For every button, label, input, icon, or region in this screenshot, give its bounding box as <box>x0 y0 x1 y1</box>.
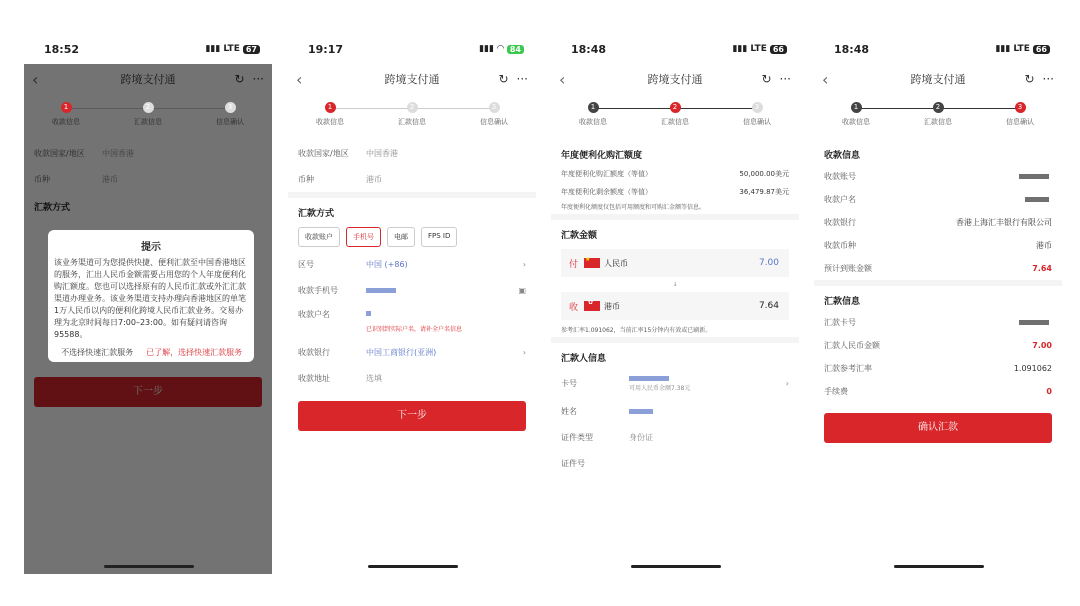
phone-screen-2 <box>288 34 536 574</box>
signal-icon: ▮▮▮ <box>479 44 494 54</box>
currency-row: 币种 港币 <box>298 174 382 184</box>
step-1: 1 收款信息 <box>316 103 344 126</box>
step-2: 2 <box>118 102 178 127</box>
pay-amount-field[interactable]: 付 ★ 人民币 7.00 <box>561 249 789 277</box>
network-label: LTE <box>223 44 240 54</box>
home-indicator <box>368 565 458 568</box>
currency-row: 收款币种 港币 <box>824 241 1052 250</box>
step-1: 1 <box>36 102 96 127</box>
estimated-amount-row: 预计到账金额 7.64 <box>824 264 1052 273</box>
chip-phone[interactable]: 手机号 <box>346 227 381 247</box>
signal-icon: ▮▮▮ <box>732 44 748 54</box>
chevron-right-icon: › <box>785 378 789 388</box>
next-button[interactable]: 下一步 <box>298 401 526 431</box>
refresh-icon[interactable]: ↻ <box>1024 72 1035 86</box>
step-3: 3 信息确认 <box>1006 103 1034 126</box>
phone-screen-4 <box>814 34 1062 574</box>
refresh-icon[interactable]: ↻ <box>498 72 509 86</box>
name-row[interactable]: 收款户名 已识别到实际户名，请补全户名信息 <box>298 310 463 333</box>
step-indicator <box>814 94 1062 140</box>
fee-row: 手续费 0 <box>824 387 1052 396</box>
nav-bar <box>288 64 536 94</box>
clock: 18:52 <box>44 42 80 56</box>
nav-bar <box>814 64 1062 94</box>
decline-button[interactable]: 不选择快速汇款服务 <box>61 348 134 357</box>
receive-info-title: 收款信息 <box>824 151 861 161</box>
chip-account[interactable]: 收款账户 <box>298 227 340 247</box>
id-type-row: 证件类型 身份证 <box>561 432 653 442</box>
back-icon[interactable]: ‹ <box>822 69 829 89</box>
arrow-down-icon: ↓ <box>672 281 678 288</box>
chevron-right-icon: › <box>522 347 526 357</box>
network-label: LTE <box>1013 44 1030 54</box>
clock: 18:48 <box>571 42 607 56</box>
payer-name-row: 姓名 <box>551 398 799 424</box>
address-row[interactable]: 收款地址 选填 <box>298 373 382 383</box>
account-name-row: 收款户名 <box>814 188 1062 211</box>
chip-email[interactable]: 电邮 <box>387 227 415 247</box>
area-code-row[interactable]: 区号 中国 (+86) › <box>298 259 526 269</box>
quota-title: 年度便利化购汇额度 <box>561 151 643 161</box>
network-label: LTE <box>750 44 767 54</box>
section-title: 汇款方式 <box>298 209 335 219</box>
wifi-icon: ◠ <box>496 44 504 54</box>
card-row[interactable]: 卡号 可用人民币余额7.38元 › <box>551 368 799 398</box>
step-1: 1 收款信息 <box>842 103 870 126</box>
refresh-icon[interactable]: ↻ <box>761 72 772 86</box>
rate-row: 汇款参考汇率 1.091062 <box>824 364 1052 373</box>
payer-title: 汇款人信息 <box>561 354 607 364</box>
battery-icon: 66 <box>770 45 787 54</box>
more-icon[interactable]: ··· <box>779 72 791 86</box>
phone-row[interactable]: 收款手机号 ▣ <box>298 285 526 295</box>
contacts-icon[interactable]: ▣ <box>518 285 526 295</box>
tip-dialog <box>48 230 254 362</box>
status-bar <box>24 34 272 64</box>
signal-icon: ▮▮▮ <box>995 44 1011 54</box>
phone-screen-3 <box>551 34 799 574</box>
method-chips <box>288 223 536 251</box>
status-bar <box>551 34 799 64</box>
home-indicator <box>104 565 194 568</box>
bank-row: 收款银行 香港上海汇丰银行有限公司 <box>824 218 1052 227</box>
amount-title: 汇款金额 <box>561 231 598 241</box>
step-3: 3 <box>200 102 260 127</box>
step-3: 3 信息确认 <box>480 103 508 126</box>
country-row: 收款国家/地区 中国香港 <box>298 148 398 158</box>
receive-amount-field: 收 ✿ 港币 7.64 <box>561 292 789 320</box>
quota-total-row: 年度便利化购汇额度（等值） 50,000.00美元 <box>561 170 789 178</box>
status-bar <box>814 34 1062 64</box>
step-indicator <box>551 94 799 140</box>
battery-icon: 66 <box>1033 45 1050 54</box>
step-1: 1 收款信息 <box>579 103 607 126</box>
phone-screen-1 <box>24 34 272 574</box>
signal-icon: ▮▮▮ <box>205 44 221 54</box>
remit-info-title: 汇款信息 <box>824 297 861 307</box>
home-indicator <box>631 565 721 568</box>
step-2: 2 汇款信息 <box>661 103 689 126</box>
nav-bar <box>551 64 799 94</box>
step-2: 2 汇款信息 <box>398 103 426 126</box>
bank-row[interactable]: 收款银行 中国工商银行(亚洲) › <box>298 347 526 357</box>
more-icon[interactable]: ··· <box>516 72 528 86</box>
step-3: 3 信息确认 <box>743 103 771 126</box>
page-title: 跨境支付通 <box>647 73 703 86</box>
remit-card-row: 汇款卡号 <box>814 311 1062 334</box>
quota-note: 年度便利化额度仅包括可用额度和可购汇金额等信息。 <box>561 204 706 211</box>
name-hint: 已识别到实际户名，请补全户名信息 <box>366 326 463 333</box>
battery-icon: 84 <box>507 45 524 54</box>
battery-icon: 67 <box>243 45 260 54</box>
back-icon[interactable]: ‹ <box>559 69 566 89</box>
confirm-button[interactable]: 确认汇款 <box>824 413 1052 443</box>
more-icon[interactable]: ··· <box>1042 72 1054 86</box>
page-title: 跨境支付通 <box>384 73 440 86</box>
rmb-amount-row: 汇款人民币金额 7.00 <box>824 341 1052 350</box>
step-2: 2 汇款信息 <box>924 103 952 126</box>
rate-note: 参考汇率1.091062，当前汇率15分钟内有效或已刷新。 <box>561 327 712 334</box>
page-title: 跨境支付通 <box>910 73 966 86</box>
hongkong-flag-icon <box>584 301 600 311</box>
id-number-row: 证件号 <box>561 458 585 468</box>
chip-fps[interactable]: FPS ID <box>421 227 457 247</box>
clock: 18:48 <box>834 42 870 56</box>
dialog-title: 提示 <box>141 242 161 253</box>
back-icon[interactable]: ‹ <box>296 69 303 89</box>
status-bar <box>288 34 536 64</box>
step-indicator <box>288 94 536 140</box>
account-row: 收款账号 <box>814 165 1062 188</box>
home-indicator <box>894 565 984 568</box>
chevron-right-icon: › <box>522 259 526 269</box>
dialog-body: 该业务渠道可为您提供快捷、便利汇款至中国香港地区的服务，汇出人民币金额需要占用您的个人年度便利化购汇额度。您也可以选择原有的人民币汇款或外汇汇款渠道办理业务。该业务渠道支持办理向香港地区的单笔1万人民币以内的便利化跨境人民币汇款业务。交易办理为北京时间每日7:00–23:00。如有疑问请咨询95588。 <box>54 258 246 339</box>
clock: 19:17 <box>308 42 344 56</box>
accept-button[interactable]: 已了解，选择快速汇款服务 <box>146 348 243 357</box>
quota-left-row: 年度便利化剩余额度（等值） 36,479.87美元 <box>561 188 789 196</box>
china-flag-icon <box>584 258 600 268</box>
